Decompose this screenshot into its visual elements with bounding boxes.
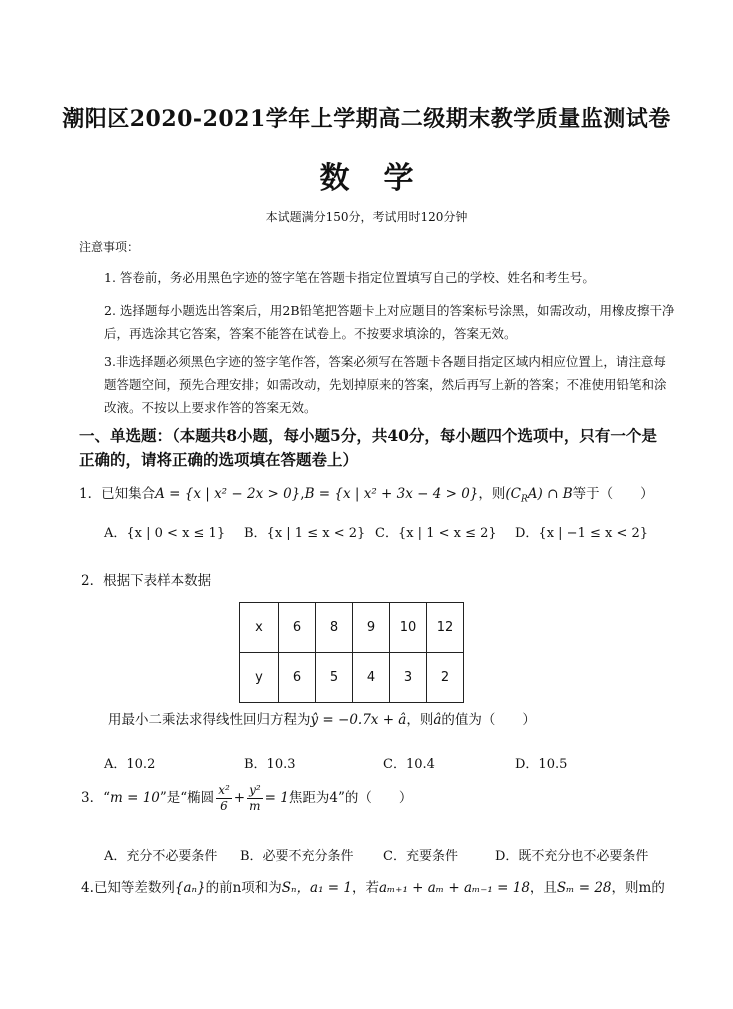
q4-mid1: 的前n项和为	[205, 880, 282, 896]
table-cell: 5	[316, 653, 353, 703]
q3-option-d: D．既不充分也不必要条件	[495, 849, 649, 864]
table-cell: 8	[316, 603, 353, 653]
q3-cond: m = 10	[110, 790, 160, 806]
table-cell: 3	[390, 653, 427, 703]
q4-sm: Sₘ = 28	[556, 880, 612, 896]
q2-option-b: B．10.3	[244, 757, 296, 772]
q4-tail: ，则m的	[611, 880, 665, 896]
notice-heading: 注意事项：	[79, 240, 140, 254]
q1-option-a: A．{x | 0 < x ≤ 1}	[104, 526, 226, 541]
q3-fraction-x	[216, 783, 232, 814]
table-cell: y	[240, 653, 279, 703]
q1-lead: 1．已知集合	[79, 486, 156, 502]
q2-option-d: D．10.5	[515, 757, 568, 772]
q2-option-c: C．10.4	[383, 757, 435, 772]
q3-plus: +	[233, 790, 246, 806]
table-row-x	[240, 603, 464, 653]
q3-f1-den: 6	[220, 799, 228, 813]
q1-option-d: D．{x | −1 ≤ x < 2}	[515, 526, 649, 541]
q4-lead: 4.已知等差数列	[81, 880, 175, 896]
table-cell: 6	[279, 603, 316, 653]
q1-option-c: C．{x | 1 < x ≤ 2}	[375, 526, 497, 541]
q4-sn: Sₙ	[281, 880, 297, 896]
q3-fraction-y	[247, 783, 263, 814]
table-cell: 12	[427, 603, 464, 653]
q4-mid3: ，且	[529, 880, 557, 896]
section-heading: 一、单选题：（本题共8小题，每小题5分，共40分，每小题四个选项中，只有一个是正确的，请将正确的选项填在答题卷上）	[79, 426, 657, 469]
subject-heading: 数学	[319, 161, 448, 196]
q2-equation: ŷ = −0.7x + â	[310, 712, 407, 728]
notice-item-1: 1. 答卷前，务必用黑色字迹的签字笔在答题卡指定位置填写自己的学校、姓名和考生号。	[104, 270, 595, 285]
q1-option-b: B．{x | 1 ≤ x < 2}	[244, 526, 366, 541]
q2-text-post: 的值为（ ）	[441, 712, 536, 728]
q1-set-a: A = {x | x² − 2x > 0}	[155, 486, 301, 502]
q2-text-pre: 用最小二乘法求得线性回归方程为	[108, 712, 311, 728]
q3-f2-num: y²	[249, 783, 261, 797]
q3-option-a: A．充分不必要条件	[104, 849, 218, 864]
table-row-y	[240, 653, 464, 703]
q3-tail: 焦距为4”的（ ）	[288, 790, 413, 806]
q1-expr: (C	[505, 486, 521, 502]
q1-set-b: B = {x | x² + 3x − 4 > 0}	[304, 486, 479, 502]
q3-f2-den: m	[249, 799, 261, 813]
q3-lead: 3．“	[81, 790, 110, 806]
exam-info: 本试题满分150分，考试用时120分钟	[265, 210, 468, 224]
q3-eq: = 1	[264, 790, 289, 806]
notice-item-3: 3.非选择题必须黑色字迹的签字笔作答，答案必须写在答题卡各题目指定区域内相应位置上，请注意每题答题空间，预先合理安排；如需改动，先划掉原来的答案，然后再写上新的答案；不准使用铅笔和涂改液。不按以上要求作答的答案无效。	[104, 354, 667, 415]
question-4	[81, 876, 665, 896]
table-cell: 6	[279, 653, 316, 703]
table-cell: 2	[427, 653, 464, 703]
question-3	[81, 778, 412, 818]
q2-text-mid: ，则	[406, 712, 434, 728]
table-cell: 10	[390, 603, 427, 653]
q2-a-hat: â	[433, 712, 442, 728]
q2-option-a: A．10.2	[104, 757, 156, 772]
table-cell: 9	[353, 603, 390, 653]
question-1: 1．已知集合A = {x | x² − 2x > 0},B = {x | x² + 3x − 4 > 0}，则$(C_RA)$ ∩ B等于（ ）	[79, 486, 654, 505]
q1-sub: R	[521, 494, 528, 505]
exam-title: 潮阳区2020-2021学年上学期高二级期末教学质量监测试卷	[62, 106, 671, 132]
q3-f1-num: x²	[218, 783, 230, 797]
question-2-lead: 2．根据下表样本数据	[81, 573, 212, 589]
q4-seq: {aₙ}	[174, 880, 206, 896]
q1-ask-pre: ，则	[478, 486, 506, 502]
question-2-text	[108, 708, 536, 728]
q4-cond: aₘ₊₁ + aₘ + aₘ₋₁ = 18	[378, 880, 530, 896]
q3-mid: ”是“椭圆	[159, 790, 215, 806]
notice-item-2: 2. 选择题每小题选出答案后，用2B铅笔把答题卡上对应题目的答案标号涂黑，如需改动，用橡皮擦干净后，再选涂其它答案，答案不能答在试卷上。不按要求填涂的，答案无效。	[104, 303, 675, 341]
q4-a1: ，a₁ = 1	[296, 880, 352, 896]
q4-mid2: ，若	[351, 880, 379, 896]
q1-ask-post: 等于（ ）	[572, 486, 654, 502]
q3-option-c: C．充要条件	[383, 849, 458, 864]
q1-expr2: A) ∩ B	[527, 486, 573, 502]
q3-option-b: B．必要不充分条件	[240, 849, 354, 864]
sample-data-table	[239, 602, 464, 703]
table-cell: x	[240, 603, 279, 653]
table-cell: 4	[353, 653, 390, 703]
